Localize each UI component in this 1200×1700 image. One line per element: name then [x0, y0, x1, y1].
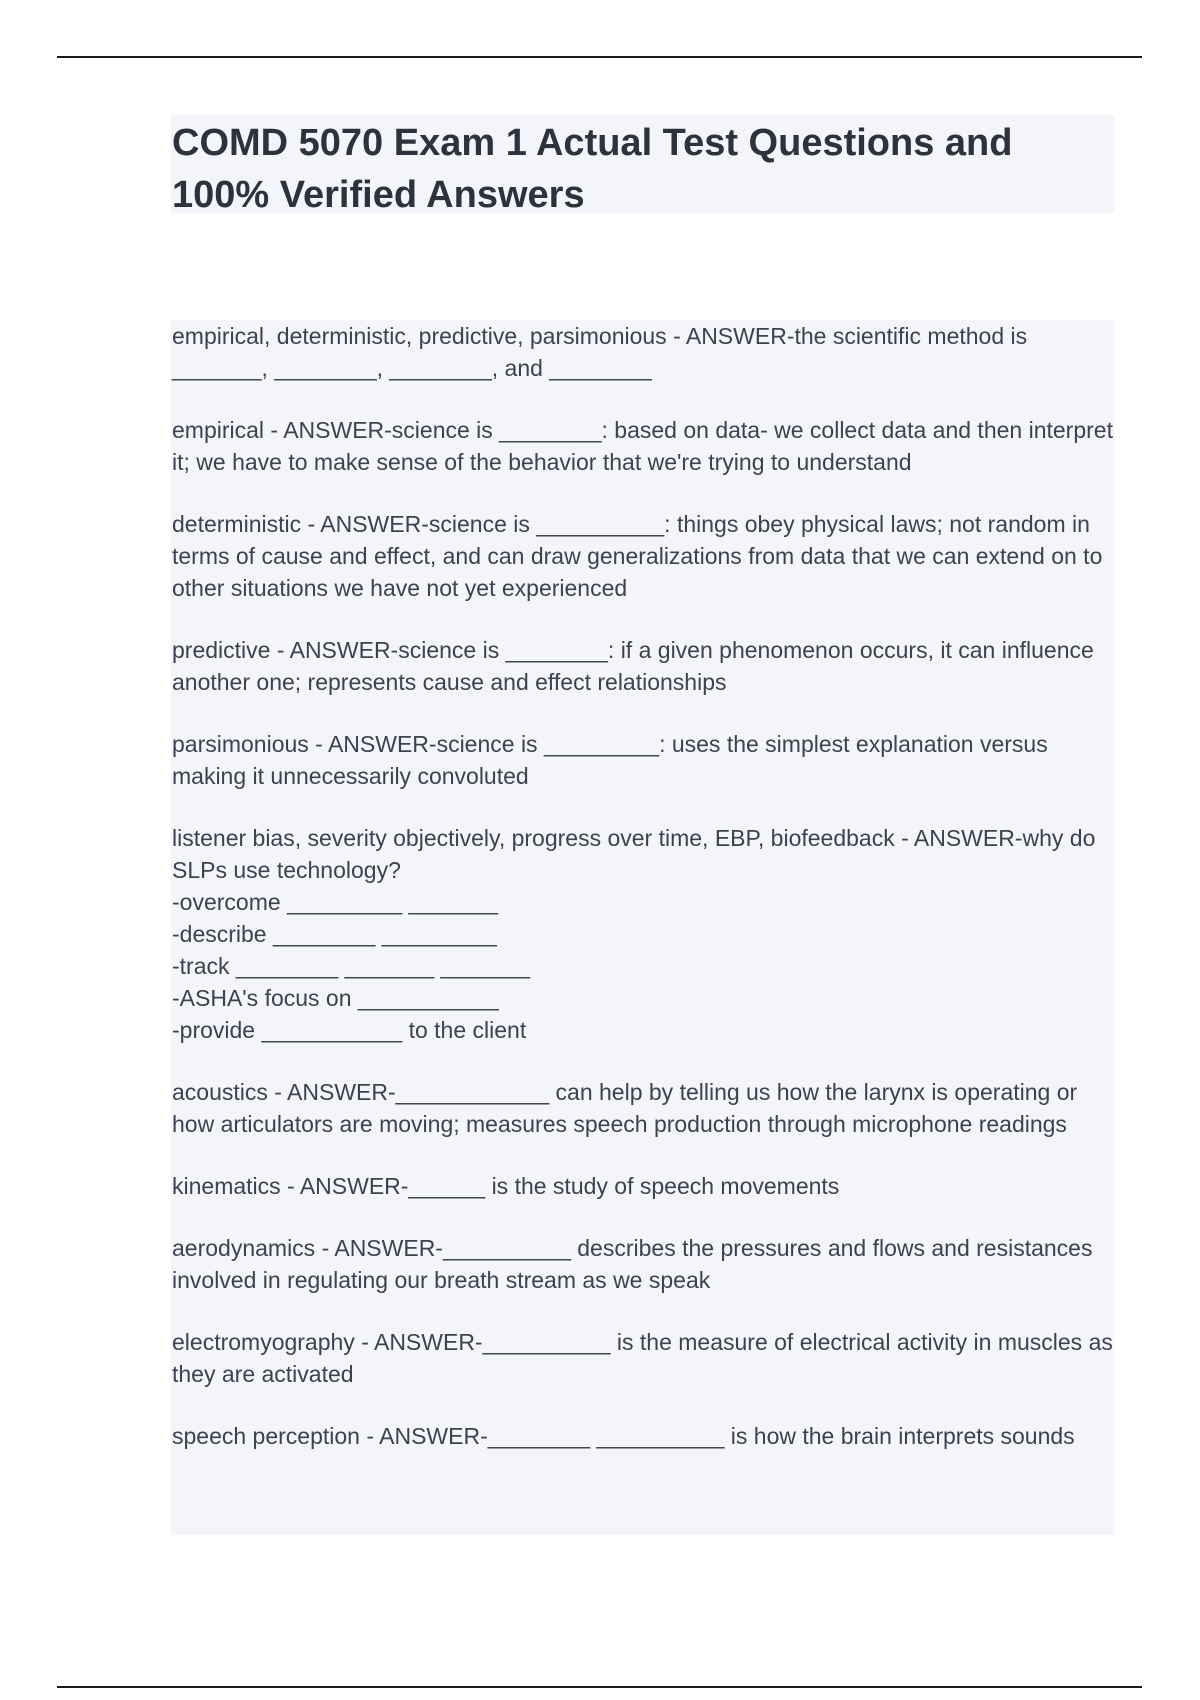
footer-rule — [57, 1686, 1142, 1688]
qa-item: aerodynamics - ANSWER-__________ describes the pressures and flows and resistances involved in regulating our breath stream as we speak — [172, 1235, 1093, 1293]
qa-item: deterministic - ANSWER-science is __________: things obey physical laws; not random in terms of cause and effect, and can draw generalizations from data that we can extend on to other situations we have not yet experienced — [172, 511, 1103, 601]
qa-item: kinematics - ANSWER-______ is the study of speech movements — [172, 1173, 840, 1199]
qa-item: parsimonious - ANSWER-science is _________: uses the simplest explanation versus making it unnecessarily convoluted — [172, 731, 1048, 789]
qa-item: listener bias, severity objectively, progress over time, EBP, biofeedback - ANSWER-why do SLPs use technology? -overcome _________ _______ -describe ________ _________ -track ________ _______ _______ -ASHA's focus on ___________ -provide ___________ to the client — [172, 825, 1096, 1043]
qa-item: empirical - ANSWER-science is ________: based on data- we collect data and then interpret it; we have to make sense of the behavior that we're trying to understand — [172, 417, 1113, 475]
qa-item: acoustics - ANSWER-____________ can help by telling us how the larynx is operating or how articulators are moving; measures speech production through microphone readings — [172, 1079, 1078, 1137]
qa-item: predictive - ANSWER-science is ________: if a given phenomenon occurs, it can influence another one; represents cause and effect relationships — [172, 637, 1094, 695]
document-title: COMD 5070 Exam 1 Actual Test Questions and 100% Verified Answers — [172, 122, 1013, 216]
qa-list — [171, 320, 1114, 1535]
title-block — [171, 115, 1114, 216]
header-rule — [57, 56, 1142, 58]
qa-item: empirical, deterministic, predictive, parsimonious - ANSWER-the scientific method is _______, ________, ________, and ________ — [172, 323, 1028, 381]
qa-item: speech perception - ANSWER-________ __________ is how the brain interprets sounds — [172, 1423, 1075, 1449]
qa-item: electromyography - ANSWER-__________ is the measure of electrical activity in muscles as they are activated — [172, 1329, 1113, 1387]
